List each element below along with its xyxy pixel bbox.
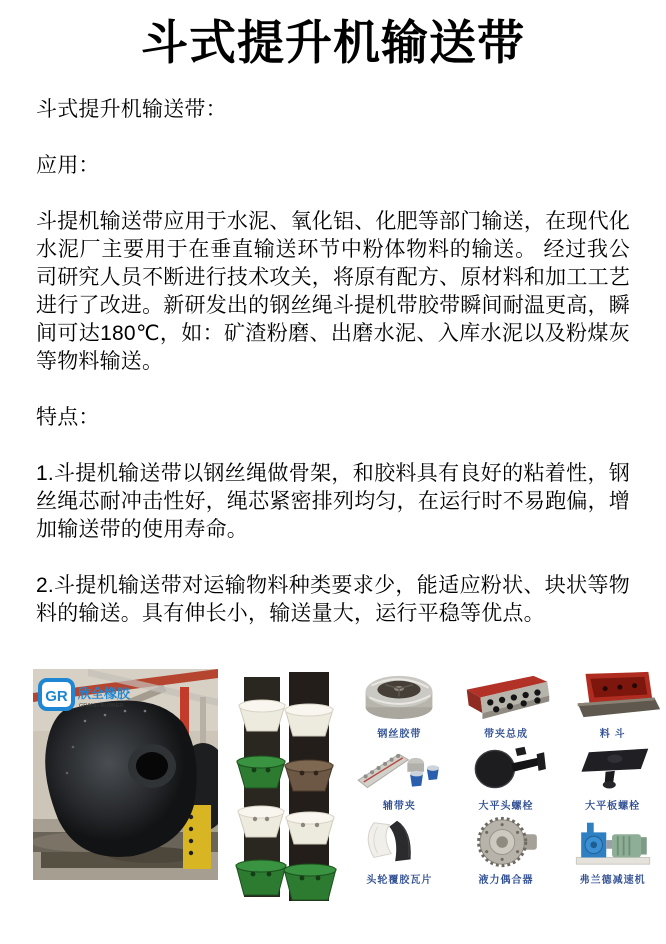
product-label: 辅带夹 [382, 801, 416, 812]
brand-name-cn: 欣全橡胶 [78, 686, 131, 701]
feature-item-2: 2.斗提机输送带对运输物料种类要求少，能适应粉状、块状等物料的输送。具有伸长小，输送量大，运行平稳等优点。 [36, 574, 630, 625]
product-card-steel-cord-belt [346, 668, 453, 740]
product-label: 大平头螺栓 [478, 801, 534, 812]
brand-name-en: GRAND RUBBER [79, 703, 124, 709]
fluid-coupling-image [456, 815, 556, 869]
product-gallery [0, 666, 666, 934]
aux-belt-clamp-image [349, 743, 449, 795]
product-label: 弗兰德减速机 [579, 875, 646, 886]
rubber-tile-image [349, 815, 449, 869]
flender-reducer-image [563, 815, 663, 869]
flat-plate-bolt-image [563, 743, 663, 795]
factory-belt-roll-photo [33, 669, 218, 880]
product-card-fluid-coupling [453, 812, 560, 886]
flat-head-bolt-image [456, 743, 556, 795]
product-card-hopper [559, 668, 666, 740]
product-label: 料 斗 [599, 729, 626, 740]
product-card-flat-plate-bolt [559, 740, 666, 812]
feature-item-1: 1.斗提机输送带以钢丝绳做骨架，和胶料具有良好的粘着性，钢丝绳芯耐冲击性好，绳芯紧密排列均匀，在运行时不易跑偏，增加输送带的使用寿命。 [36, 462, 630, 541]
page-title: 斗式提升机输送带 [141, 16, 525, 69]
belt-clamp-assembly-image [456, 668, 556, 723]
application-paragraph: 斗提机输送带应用于水泥、氧化铝、化肥等部门输送，在现代化水泥厂主要用于在垂直输送环节中粉体物料的输送。 经过我公司研究人员不断进行技术攻关，将原有配方、原材料和加工工艺进行了改进。新研发出的钢丝绳斗提机带胶带瞬间耐温更高，瞬间可达180℃，如：矿渣粉磨、出磨水泥、入库水泥以及粉煤灰等物料输送。 [36, 210, 630, 373]
brand-monogram: GR [45, 688, 68, 705]
steel-cord-belt-roll-image [349, 668, 449, 723]
product-label: 大平板螺栓 [585, 801, 641, 812]
hopper-image [563, 668, 663, 723]
product-card-flat-head-bolt [453, 740, 560, 812]
bucket-display-illustration [228, 669, 345, 907]
product-card-aux-belt-clamp [346, 740, 453, 812]
features-heading: 特点： [36, 406, 100, 429]
product-card-flender-reducer [559, 812, 666, 886]
product-card-belt-clamp-assembly [453, 668, 560, 740]
accessories-grid [346, 668, 666, 886]
article-body [0, 96, 666, 628]
elevator-bucket-display-photo [228, 669, 345, 907]
belt-roll-illustration [33, 669, 218, 880]
product-label: 带夹总成 [483, 729, 528, 740]
product-label: 头轮覆胶瓦片 [366, 875, 433, 886]
product-label: 钢丝胶带 [377, 729, 422, 740]
intro-heading: 斗式提升机输送带： [36, 98, 227, 121]
product-label: 液力偶合器 [478, 875, 534, 886]
product-card-head-wheel-rubber-tile [346, 812, 453, 886]
application-heading: 应用： [36, 154, 100, 177]
